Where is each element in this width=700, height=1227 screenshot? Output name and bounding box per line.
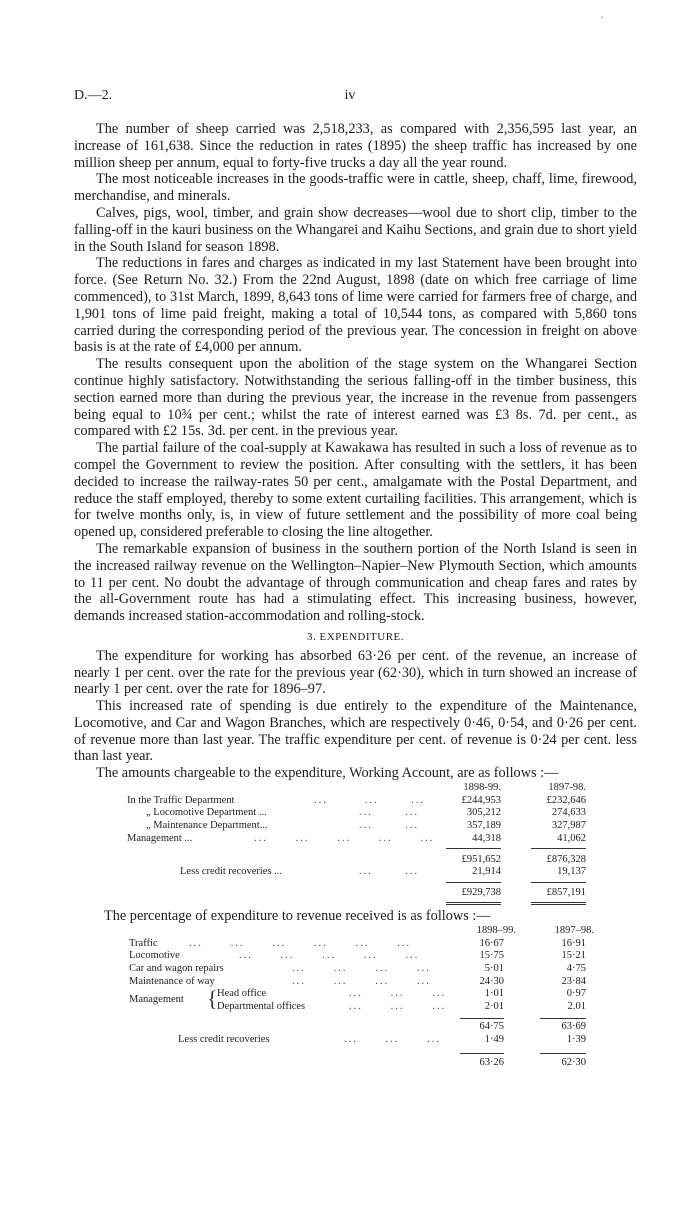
row-label: Head office [217,988,267,1000]
cell-value: 23·84 [561,975,586,987]
page-reference: D.—2. [74,88,113,103]
row-label: Less credit recoveries ... [180,866,283,878]
table-row [74,976,637,989]
row-label: Management [129,994,184,1006]
cell-value: 1·01 [484,988,504,1000]
document-body [74,121,637,1075]
cell-value: 21,914 [472,866,501,878]
cell-value: 16·67 [479,937,504,949]
cell-value: 1·49 [484,1034,504,1045]
row-label: Maintenance of way [129,975,215,987]
sum-rule [460,1018,504,1019]
percentage-table [74,925,637,1075]
management-group [74,988,637,1013]
row-label: Car and wagon repairs [129,962,224,974]
column-header: 1898–99. [476,924,516,936]
subtotal-value: £876,328 [546,853,586,865]
paragraph-whangarei: The results consequent upon the abolition of the stage system on the Whangarei Section continue highly satisfactory. Notwithstanding the serious falling-off in the timber business, this section earned more than during the previous year, the increase in the revenue from passengers being equal to 10¾ per cent.; whilst the rate of interest earned was £3 8s. 7d. per cent., as compared with £2 15s. 3d. per cent. in the previous year. [74,356,637,440]
row-label: „ Locomotive Department ... [146,807,267,819]
paragraph-spending: This increased rate of spending is due entirely to the expenditure of the Maintenance, Locomotive, and Car and Wagon Branches, which are respectively 0·46, 0·54, and 0·26 per cent. of revenue more than last year. The traffic expenditure per cent. of revenue is 0·24 per cent. less than last year. [74,698,637,765]
leader-dots: ... ... ... [344,1034,442,1045]
table-row [74,820,637,833]
subtotal-value: 64·75 [479,1021,504,1033]
cell-value: 357,189 [466,820,501,832]
row-label: „ Maintenance Department... [146,820,268,832]
column-header: 1897-98. [548,782,586,794]
total-value: 63·26 [479,1056,504,1068]
total-row [74,887,637,900]
leader-dots: ... ... ... [349,988,447,1000]
sum-rule [446,848,501,849]
total-value: £857,191 [546,886,586,898]
cell-value: 1·39 [566,1034,586,1045]
cell-value: 24·30 [479,975,504,987]
less-row [74,1034,637,1047]
leader-dots: ... ... ... ... [292,962,431,974]
cell-value: 274,633 [551,807,586,819]
cell-value: 44,318 [472,832,501,844]
sum-rule [540,1053,586,1054]
table-row [74,795,637,808]
row-label: Traffic [129,937,158,949]
total-value: £929,738 [461,886,501,898]
leader-dots: ... ... ... [349,1001,447,1012]
cell-value: 327,987 [551,820,586,832]
total-rule [531,902,586,905]
subtotal-value: 63·69 [561,1021,586,1033]
cell-value: 15·21 [561,950,586,962]
column-header: 1897–98. [554,924,594,936]
paragraph-amounts: The amounts chargeable to the expenditure, Working Account, are as follows :— [96,765,559,782]
sum-rule [446,882,501,883]
cell-value: 305,212 [466,807,501,819]
leader-dots: ... ... [359,866,420,878]
paragraph-north-island: The remarkable expansion of business in the southern portion of the North Island is seen in the increased railway revenue on the Wellington–Napier–New Plymouth Section, which amounts to 11 per cent. No doubt the advantage of through communication and cheap fares and rates by the all-Government route has had a stimulating effect. This increasing business, however, demands increased station-accommodation and rolling-stock. [74,540,637,625]
expenditure-table [74,782,637,908]
table-header-row [74,925,637,938]
table-row [74,950,637,963]
total-row [74,1057,637,1070]
table-header-row [74,782,637,795]
cell-value: 15·75 [479,950,504,962]
paragraph-kawakawa: The partial failure of the coal-supply at Kawakawa has resulted in such a loss of revenue as to compel the Government to review the position. After consulting with the settlers, it has been decided to increase the railway-rates 50 per cent., amalgamate with the Postal Department, and reduce the staff employed, thereby to some extent curtailing facilities. This arrangement, which is for twelve months only, is, in view of future settlement and the possibility of more coal being opened up, considered preferable to closing the line altogether. [74,440,637,541]
section-heading: 3. EXPENDITURE. [306,630,405,643]
leader-dots: ... ... ... [314,794,425,806]
leader-dots: ... ... ... ... ... [254,832,435,844]
total-value: 62·30 [561,1056,586,1068]
row-label: In the Traffic Department [127,794,235,806]
subtotal-value: £951,652 [461,853,501,865]
brace-icon: { [207,986,218,1012]
sum-rule [531,882,586,883]
sum-rule [460,1053,504,1054]
cell-value: 19,137 [557,866,586,878]
row-label: Locomotive [129,950,180,962]
subtotal-row [74,1021,637,1034]
leader-dots: ... ... ... ... [292,975,431,987]
cell-value: £244,953 [461,794,501,806]
table-row [74,807,637,820]
leader-dots: ... ... ... ... ... ... [189,937,411,949]
cell-value: 2.01 [567,1001,586,1012]
table-row [74,963,637,976]
less-row [74,866,637,879]
row-label: Less credit recoveries [178,1034,270,1045]
cell-value: 41,062 [557,832,586,844]
paragraph-decreases: Calves, pigs, wool, timber, and grain show decreases—wool due to short clip, timber to the falling-off in the kauri business on the Whangarei and Kaihu Sections, and grain due to short yield in the South Island for season 1898. [74,204,637,255]
cell-value: 5·01 [484,962,504,974]
paragraph-sheep: The number of sheep carried was 2,518,233, as compared with 2,356,595 last year, an increase of 161,638. Since the reduction in rates (1895) the sheep traffic has increased by one million sheep per annum, equal to forty-five trucks a day all the year round. [74,121,637,171]
cell-value: 0·97 [566,988,586,1000]
sum-rule [540,1018,586,1019]
paragraph-reductions: The reductions in fares and charges as indicated in my last Statement have been brought into force. (See Return No. 32.) From the 22nd August, 1898 (date on which free carriage of lime commenced), to 31st March, 1899, 8,643 tons of lime were carried for farmers free of charge, and 1,901 tons of lime paid freight, making a total of 10,544 tons, as compared with 5,860 tons carried during the corresponding period of the previous year. The concession in freight on above basis is at the rate of £4,000 per annum. [74,255,637,356]
sum-rule [531,848,586,849]
subtotal-row [74,854,637,867]
leader-dots: ... ... ... ... ... [239,950,420,962]
cell-value: 16·91 [561,937,586,949]
paragraph-expenditure: The expenditure for working has absorbed 63·26 per cent. of the revenue, an increase of nearly 1 per cent. over the rate for the previous year (62·30), which in turn showed an increase of nearly 1 per cent. over the rate for 1896–97. [74,647,637,698]
cell-value: 4·75 [566,962,586,974]
paragraph-increases: The most noticeable increases in the goods-traffic were in cattle, sheep, chaff, lime, firewood, merchandise, and minerals. [74,171,637,205]
cell-value: £232,646 [546,794,586,806]
leader-dots: ... ... [359,807,420,819]
row-label: Management ... [127,832,193,844]
page-number: iv [344,88,356,103]
row-label: Departmental offices [217,1001,306,1012]
total-rule [446,902,501,905]
paragraph-percentage: The percentage of expenditure to revenue received is as follows :— [104,908,491,925]
table-row [74,833,637,846]
leader-dots: ... ... [359,820,420,832]
cell-value: 2·01 [484,1001,504,1012]
column-header: 1898-99. [463,782,501,794]
corner-mark: · [600,10,604,24]
table-row [74,938,637,951]
